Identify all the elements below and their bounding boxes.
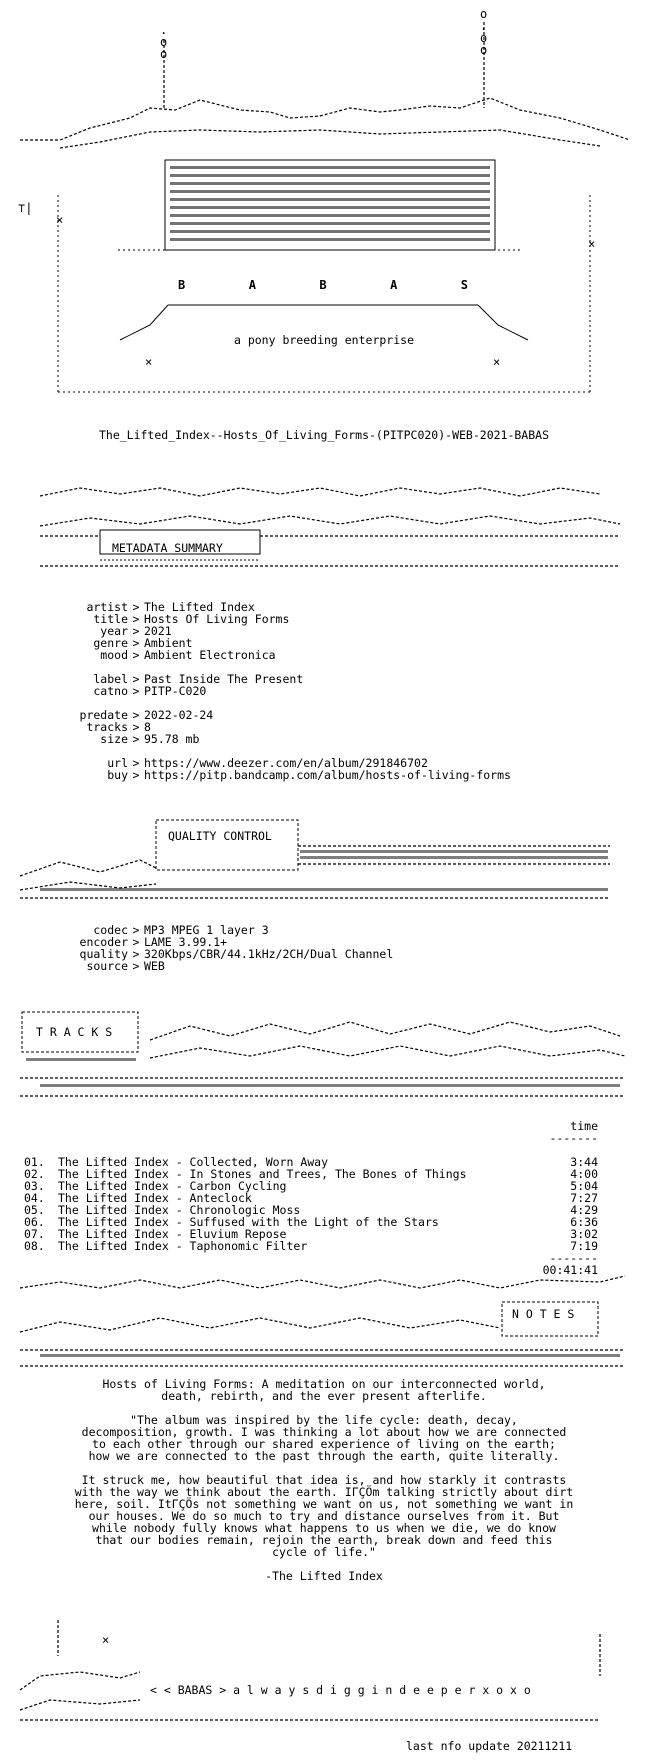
quality-banner-art [0, 808, 648, 910]
track-number: 06. [24, 1215, 45, 1229]
meta-value: Ambient [144, 636, 193, 650]
notes-body [0, 1378, 648, 1582]
quality-key: source [86, 959, 128, 973]
meta-key: genre [93, 636, 128, 650]
quality-value: WEB [144, 959, 165, 973]
quality-row: source > WEB [60, 960, 393, 972]
metadata-banner-art [0, 468, 648, 578]
meta-row: predate > 2022-02-24 [60, 709, 511, 721]
meta-row: size > 95.78 mb [60, 733, 511, 745]
meta-row: label > Past Inside The Present [60, 673, 511, 685]
track-time: 5:04 [570, 1179, 598, 1193]
tagline: a pony breeding enterprise [233, 333, 414, 347]
meta-key: tracks [86, 720, 128, 734]
letter-2: A [248, 278, 256, 292]
header-art-svg [0, 0, 648, 369]
track-row [24, 1240, 598, 1252]
quality-banner-svg [0, 808, 648, 910]
track-title: The Lifted Index - Chronologic Moss [58, 1203, 301, 1217]
track-number: 04. [24, 1191, 45, 1205]
svg-text:×: × [56, 213, 64, 227]
notes-quote-2: It struck me, how beautiful that idea is, and how starkly it contrasts with the way we think about the earth. IΓÇÖm talking strictly about dirt here, soil. ItΓÇÖs not something we want on us, not something we want in our houses. We do so much to try and distance ourselves from it. But while nobody fully knows what happens to us when we die, we do know that our bodies remain, rejoin the earth, break down and feed this cycle of life." [74, 1473, 574, 1559]
track-title: The Lifted Index - Collected, Worn Away [58, 1155, 329, 1169]
svg-text:o: o [160, 47, 168, 61]
meta-row: buy > https://pitp.bandcamp.com/album/hosts-of-living-forms [60, 769, 511, 781]
tracks-banner-art [0, 1000, 648, 1100]
meta-key: catno [93, 684, 128, 698]
quality-key: codec [93, 923, 128, 937]
notes-signature: -The Lifted Index [265, 1569, 383, 1583]
svg-text:o: o [480, 31, 488, 45]
tracks-banner-svg [0, 1000, 648, 1100]
svg-text:o: o [480, 7, 488, 21]
footer-art-svg [0, 1620, 648, 1720]
meta-row: year > 2021 [60, 625, 511, 637]
track-time: 3:44 [570, 1155, 598, 1169]
meta-key: year [100, 624, 128, 638]
meta-value: Past Inside The Present [144, 672, 304, 686]
meta-value: 2021 [144, 624, 172, 638]
section-title-metadata: METADATA SUMMARY [112, 541, 223, 555]
meta-key: label [93, 672, 128, 686]
meta-key: title [93, 612, 128, 626]
svg-text:×: × [102, 1633, 110, 1647]
notes-quote-1: "The album was inspired by the life cycle: death, decay, decomposition, growth. I was thinking a lot about how we are connected to each other through our shared experience of living on the earth; how we are connected to the past through the earth, quite literally. [81, 1413, 567, 1463]
meta-value: 2022-02-24 [144, 708, 214, 722]
meta-key: artist [86, 600, 128, 614]
letter-5: S [460, 278, 468, 292]
track-time: 6:36 [570, 1215, 598, 1229]
footer-art [0, 1620, 648, 1720]
meta-key: url [107, 756, 128, 770]
meta-row: genre > Ambient [60, 637, 511, 649]
track-title: The Lifted Index - Anteclock [58, 1191, 252, 1205]
meta-value: PITP-C020 [144, 684, 207, 698]
track-number: 02. [24, 1167, 45, 1181]
url-link[interactable]: https://www.deezer.com/en/album/291846702 [144, 756, 428, 770]
footer-slogan: < < BABAS > a l w a y s d i g g i n d e e p e r x o x o [150, 1683, 531, 1697]
tracklist [24, 1120, 598, 1276]
track-number: 08. [24, 1239, 45, 1253]
section-title-quality: QUALITY CONTROL [168, 829, 272, 843]
svg-text:o: o [160, 35, 168, 49]
quality-key: quality [79, 947, 128, 961]
meta-value: 8 [144, 720, 151, 734]
track-title: The Lifted Index - In Stones and Trees, The Bones of Things [58, 1167, 467, 1181]
quality-row: quality > 320Kbps/CBR/44.1kHz/2CH/Dual Channel [60, 948, 393, 960]
track-title: The Lifted Index - Suffused with the Light of the Stars [58, 1215, 439, 1229]
svg-text:.: . [480, 19, 488, 33]
meta-key: size [100, 732, 128, 746]
time-header: time [570, 1119, 598, 1133]
svg-text:×: × [493, 355, 501, 369]
buy-link[interactable]: https://pitp.bandcamp.com/album/hosts-of-living-forms [144, 768, 511, 782]
metadata-list [60, 601, 511, 781]
svg-text:⊤|: ⊤| [18, 201, 33, 215]
meta-row: title > Hosts Of Living Forms [60, 613, 511, 625]
letter-3: B [319, 278, 327, 292]
svg-text:×: × [588, 237, 596, 251]
total-time: 00:41:41 [542, 1263, 598, 1277]
track-title: The Lifted Index - Eluvium Repose [58, 1227, 287, 1241]
svg-text:×: × [145, 355, 153, 369]
quality-row: codec > MP3 MPEG 1 layer 3 [60, 924, 393, 936]
track-number: 07. [24, 1227, 45, 1241]
quality-value: LAME 3.99.1+ [144, 935, 228, 949]
track-title: The Lifted Index - Carbon Cycling [58, 1179, 287, 1193]
total-rule: ------- [549, 1251, 598, 1265]
header-ascii-art [0, 0, 648, 369]
svg-text:o: o [480, 43, 488, 57]
metadata-banner-svg [0, 468, 648, 578]
time-rule: ------- [549, 1131, 598, 1145]
meta-value: Ambient Electronica [144, 648, 276, 662]
track-number: 03. [24, 1179, 45, 1193]
quality-list [60, 924, 393, 972]
meta-value: Hosts Of Living Forms [144, 612, 290, 626]
quality-value: 320Kbps/CBR/44.1kHz/2CH/Dual Channel [144, 947, 394, 961]
track-time: 7:27 [570, 1191, 598, 1205]
track-time: 4:00 [570, 1167, 598, 1181]
track-time: 3:02 [570, 1227, 598, 1241]
meta-row: url > https://www.deezer.com/en/album/291846702 [60, 757, 511, 769]
track-number: 01. [24, 1155, 45, 1169]
quality-key: encoder [79, 935, 128, 949]
letter-1: B [178, 278, 186, 292]
section-title-tracks: T R A C K S [36, 1025, 113, 1039]
track-time: 7:19 [570, 1239, 598, 1253]
quality-value: MP3 MPEG 1 layer 3 [144, 923, 269, 937]
header-letters [178, 278, 468, 292]
svg-text:.: . [160, 23, 168, 37]
meta-key: buy [107, 768, 128, 782]
meta-row: tracks > 8 [60, 721, 511, 733]
track-number: 05. [24, 1203, 45, 1217]
meta-row: catno > PITP-C020 [60, 685, 511, 697]
letter-4: A [390, 278, 398, 292]
section-title-notes: N O T E S [512, 1307, 575, 1321]
last-update: last nfo update 20211211 [406, 1739, 573, 1753]
meta-value: 95.78 mb [144, 732, 200, 746]
meta-row: artist > The Lifted Index [60, 601, 511, 613]
track-title: The Lifted Index - Taphonomic Filter [58, 1239, 308, 1253]
quality-row: encoder > LAME 3.99.1+ [60, 936, 393, 948]
meta-key: predate [79, 708, 128, 722]
notes-intro: Hosts of Living Forms: A meditation on our interconnected world, death, rebirth, and the ever present afterlife. [102, 1377, 546, 1403]
meta-value: The Lifted Index [144, 600, 255, 614]
track-time: 4:29 [570, 1203, 598, 1217]
meta-key: mood [100, 648, 128, 662]
meta-row: mood > Ambient Electronica [60, 649, 511, 661]
release-name: The_Lifted_Index--Hosts_Of_Living_Forms-(PITPC020)-WEB-2021-BABAS [98, 428, 550, 442]
